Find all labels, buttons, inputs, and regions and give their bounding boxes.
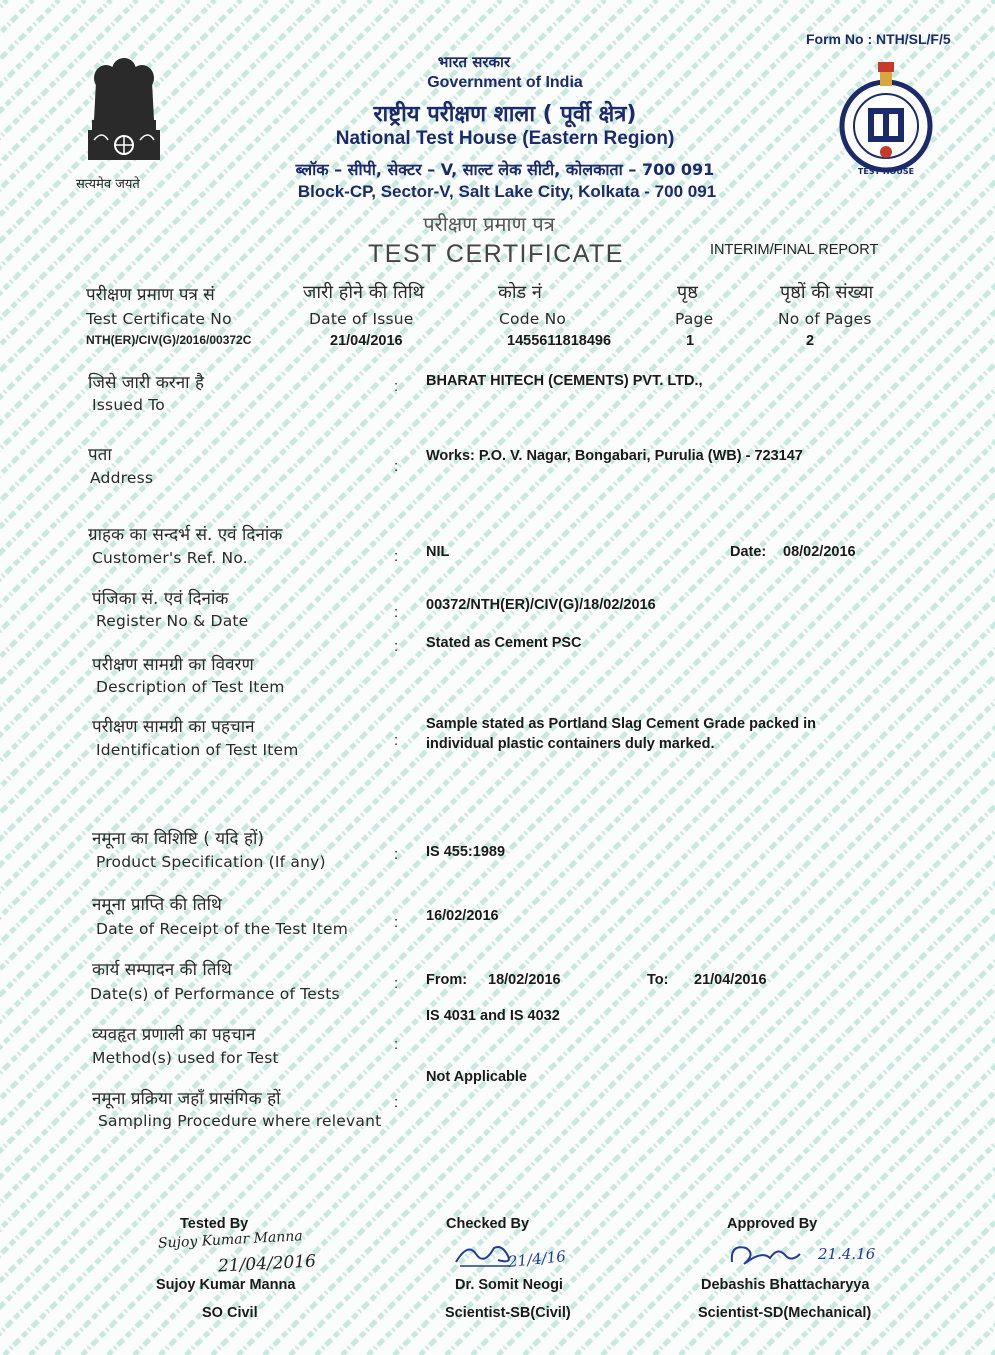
watermark-stripe: [888, 0, 995, 1355]
watermark-stripe: [706, 0, 995, 1355]
checked-by-name: Dr. Somit Neogi: [455, 1277, 563, 1293]
product-spec-label-hindi: नमूना का विशिष्टि ( यदि हों): [92, 826, 264, 849]
code-no-value: 1455611818496: [507, 333, 611, 349]
code-no-label-hindi: कोड नं: [498, 280, 542, 304]
emblem-motto: सत्यमेव जयते: [76, 174, 140, 192]
certificate-title-hindi: परीक्षण प्रमाण पत्र: [423, 210, 555, 237]
product-spec-value: IS 455:1989: [426, 844, 505, 860]
description-label: Description of Test Item: [96, 678, 285, 696]
issued-to-label-hindi: जिसे जारी करना है: [88, 370, 204, 393]
identification-value-line2: individual plastic containers duly marked.: [426, 736, 714, 752]
no-pages-label-hindi: पृष्ठों की संख्या: [780, 280, 873, 304]
page-value: 1: [686, 333, 694, 349]
address-hindi: ब्लॉक – सीपी, सेक्टर – V, साल्ट लेक सीटी, कोलकाता – 700 091: [296, 158, 715, 180]
date-issue-label-hindi: जारी होने की तिथि: [303, 280, 424, 304]
receipt-date-value: 16/02/2016: [426, 908, 499, 924]
customer-ref-label-hindi: ग्राहक का सन्दर्भ सं. एवं दिनांक: [88, 522, 282, 545]
colon: :: [394, 1036, 398, 1053]
identification-label-hindi: परीक्षण सामग्री का पहचान: [92, 714, 255, 737]
checked-signature-date: 21/4/16: [507, 1247, 566, 1271]
customer-ref-value: NIL: [426, 544, 449, 560]
watermark-stripe: [186, 0, 995, 1355]
receipt-date-label-hindi: नमूना प्राप्ति की तिथि: [92, 892, 222, 915]
no-pages-label: No of Pages: [778, 310, 872, 328]
page-label: Page: [675, 310, 713, 328]
customer-ref-date-label: Date:: [730, 544, 766, 560]
performance-to-label: To:: [647, 972, 668, 988]
colon: :: [394, 914, 398, 931]
no-pages-value: 2: [806, 333, 814, 349]
customer-ref-label: Customer's Ref. No.: [92, 549, 248, 567]
org-english: National Test House (Eastern Region): [336, 128, 675, 150]
checked-by-designation: Scientist-SB(Civil): [445, 1305, 571, 1321]
register-value: 00372/NTH(ER)/CIV(G)/18/02/2016: [426, 597, 656, 613]
issued-to-label: Issued To: [92, 396, 165, 414]
govt-hindi: भारत सरकार: [438, 52, 510, 72]
watermark-stripe: [368, 0, 995, 1355]
identification-label: Identification of Test Item: [96, 741, 299, 759]
methods-label: Method(s) used for Test: [92, 1049, 279, 1067]
tested-signature-text: Sujoy Kumar Manna: [158, 1228, 303, 1252]
watermark-stripe: [732, 0, 995, 1355]
checked-by-label: Checked By: [446, 1216, 529, 1232]
performance-label: Date(s) of Performance of Tests: [90, 985, 340, 1003]
date-issue-value: 21/04/2016: [330, 333, 403, 349]
performance-to-value: 21/04/2016: [694, 972, 767, 988]
colon: :: [394, 732, 398, 749]
certificate-title: TEST CERTIFICATE: [368, 240, 624, 269]
methods-label-hindi: व्यवहृत प्रणाली का पहचान: [92, 1022, 255, 1045]
national-emblem: [74, 52, 174, 192]
form-number: Form No : NTH/SL/F/5: [806, 31, 951, 47]
issued-to-value: BHARAT HITECH (CEMENTS) PVT. LTD.,: [426, 373, 703, 389]
ashoka-lion-icon: [74, 52, 174, 172]
identification-value: Sample stated as Portland Slag Cement Grade packed in: [426, 716, 816, 732]
colon: :: [394, 638, 398, 655]
colon: :: [394, 846, 398, 863]
colon: :: [394, 378, 398, 395]
customer-ref-date-value: 08/02/2016: [783, 544, 856, 560]
govt-english: Government of India: [427, 74, 583, 92]
colon: :: [394, 604, 398, 621]
address-label: Address: [90, 469, 153, 487]
register-label-hindi: पंजिका सं. एवं दिनांक: [92, 586, 228, 609]
product-spec-label: Product Specification (If any): [96, 853, 326, 871]
watermark-stripe: [394, 0, 995, 1355]
sampling-value: Not Applicable: [426, 1069, 527, 1085]
performance-from-value: 18/02/2016: [488, 972, 561, 988]
tested-by-designation: SO Civil: [202, 1305, 258, 1321]
tested-by-label: Tested By: [180, 1216, 248, 1232]
sampling-label-hindi: नमूना प्रक्रिया जहाँ प्रासंगिक हों: [92, 1086, 281, 1109]
colon: :: [394, 548, 398, 565]
description-value: Stated as Cement PSC: [426, 635, 582, 651]
code-no-label: Code No: [499, 310, 566, 328]
approved-signature-date: 21.4.16: [818, 1245, 875, 1263]
address-english: Block-CP, Sector-V, Salt Lake City, Kolkata - 700 091: [298, 182, 716, 202]
colon: :: [394, 975, 398, 992]
approved-signature-icon: [726, 1240, 816, 1274]
address-value: Works: P.O. V. Nagar, Bongabari, Purulia (WB) - 723147: [426, 448, 803, 464]
performance-from-label: From:: [426, 972, 467, 988]
watermark-stripe: [550, 0, 995, 1355]
watermark-stripe: [914, 0, 995, 1355]
cert-no-label: Test Certificate No: [86, 310, 232, 328]
methods-value: IS 4031 and IS 4032: [426, 1008, 560, 1024]
cert-no-value: NTH(ER)/CIV(G)/2016/00372C: [86, 333, 251, 347]
page-label-hindi: पृष्ठ: [677, 280, 698, 304]
tested-by-name: Sujoy Kumar Manna: [156, 1277, 295, 1293]
approved-by-label: Approved By: [727, 1216, 817, 1232]
tested-signature-date: 21/04/2016: [218, 1251, 317, 1276]
description-label-hindi: परीक्षण सामग्री का विवरण: [92, 652, 254, 675]
org-hindi: राष्ट्रीय परीक्षण शाला ( पूर्वी क्षेत्र): [374, 98, 637, 128]
report-type: INTERIM/FINAL REPORT: [710, 242, 878, 258]
watermark-stripe: [212, 0, 995, 1355]
colon: :: [394, 458, 398, 475]
address-label-hindi: पता: [88, 442, 112, 465]
date-issue-label: Date of Issue: [309, 310, 414, 328]
register-label: Register No & Date: [96, 612, 248, 630]
sampling-label: Sampling Procedure where relevant: [98, 1112, 381, 1130]
colon: :: [394, 1094, 398, 1111]
receipt-date-label: Date of Receipt of the Test Item: [96, 920, 348, 938]
nth-logo: [838, 58, 934, 178]
approved-by-name: Debashis Bhattacharyya: [701, 1277, 869, 1293]
approved-by-designation: Scientist-SD(Mechanical): [698, 1305, 871, 1321]
svg-text:TEST HOUSE: TEST HOUSE: [858, 167, 914, 176]
nth-seal-icon: [838, 58, 934, 178]
performance-label-hindi: कार्य सम्पादन की तिथि: [92, 957, 232, 980]
cert-no-label-hindi: परीक्षण प्रमाण पत्र सं: [86, 282, 215, 305]
